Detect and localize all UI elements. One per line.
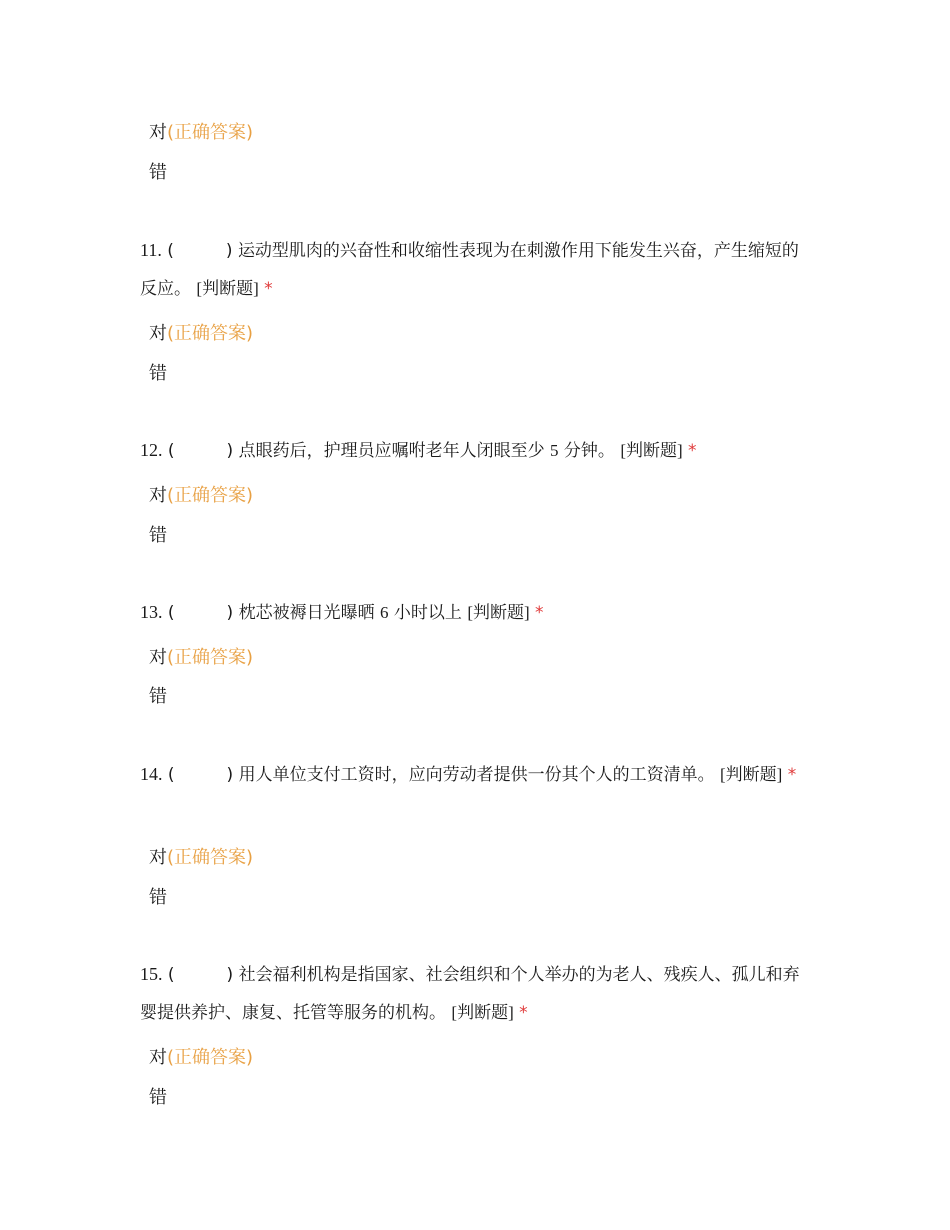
paren-open: ( [167, 241, 174, 261]
paren-open: ( [167, 603, 175, 623]
correct-answer-tag: (正确答案) [167, 647, 254, 668]
question-15 [140, 955, 812, 1032]
paren-close: ) [225, 241, 233, 261]
question-type: [判断题] [467, 603, 530, 622]
paren-close: ) [226, 965, 234, 985]
question-number: 14. [140, 764, 163, 784]
question-number: 11. [140, 240, 162, 260]
option-label: 错 [149, 525, 167, 546]
option-true-q14[interactable] [149, 846, 253, 870]
question-type: [判断题] [196, 279, 259, 298]
option-true-q15[interactable] [149, 1046, 253, 1070]
correct-answer-tag: (正确答案) [167, 1047, 254, 1068]
correct-answer-tag: (正确答案) [167, 122, 254, 143]
question-text: 枕芯被褥日光曝晒 [238, 603, 375, 623]
required-mark: * [688, 441, 697, 461]
question-type: [判断题] [720, 765, 783, 784]
question-13 [140, 593, 812, 632]
required-mark: * [787, 765, 797, 785]
option-false-q11[interactable] [149, 362, 167, 386]
paren-open: ( [167, 965, 175, 985]
option-label: 对 [149, 847, 167, 868]
option-label: 错 [149, 1087, 167, 1108]
option-label: 对 [149, 485, 167, 506]
question-12 [140, 431, 812, 470]
question-type: [判断题] [451, 1003, 514, 1022]
option-label: 错 [149, 887, 167, 908]
option-label: 对 [149, 1047, 167, 1068]
option-label: 错 [149, 363, 167, 384]
question-text: 用人单位支付工资时，应向劳动者提供一份其个人的工资清单。 [238, 765, 715, 785]
option-true-q13[interactable] [149, 646, 253, 670]
question-text: 社会福利机构是指国家、社会组织和个人举办的为老人、残疾人、孤儿和弃婴提供养护、康复、托管等服务的机构。 [140, 965, 800, 1023]
option-false-q14[interactable] [149, 886, 167, 910]
question-text: 运动型肌肉的兴奋性和收缩性表现为在刺激作用下能发生兴奋，产生缩短的反应。 [140, 241, 799, 299]
question-number: 13. [140, 602, 163, 622]
question-14 [140, 755, 812, 794]
option-false-q12[interactable] [149, 524, 167, 548]
paren-open: ( [167, 765, 175, 785]
required-mark: * [264, 279, 273, 299]
option-true-q12[interactable] [149, 484, 253, 508]
question-text-number: 6 [380, 603, 389, 622]
question-11 [140, 231, 812, 308]
question-text: 点眼药后，护理员应嘱咐老年人闭眼至少 [238, 441, 545, 461]
paren-close: ) [226, 765, 234, 785]
correct-answer-tag: (正确答案) [167, 485, 254, 506]
paren-open: ( [167, 441, 175, 461]
paren-close: ) [226, 603, 234, 623]
option-false-q10[interactable] [149, 161, 167, 185]
question-type: [判断题] [620, 441, 683, 460]
correct-answer-tag: (正确答案) [167, 847, 254, 868]
option-label: 错 [149, 162, 167, 183]
question-text-number: 5 [550, 441, 559, 460]
correct-answer-tag: (正确答案) [167, 323, 254, 344]
question-number: 15. [140, 964, 163, 984]
required-mark: * [519, 1003, 528, 1023]
question-number: 12. [140, 440, 163, 460]
option-false-q15[interactable] [149, 1086, 167, 1110]
option-label: 错 [149, 686, 167, 707]
required-mark: * [535, 603, 544, 623]
question-text-after: 小时以上 [393, 603, 462, 623]
option-label: 对 [149, 122, 167, 143]
option-true-q11[interactable] [149, 322, 253, 346]
option-label: 对 [149, 323, 167, 344]
question-text-after: 分钟。 [563, 441, 615, 461]
option-true-q10[interactable] [149, 121, 253, 145]
option-false-q13[interactable] [149, 685, 167, 709]
option-label: 对 [149, 647, 167, 668]
paren-close: ) [226, 441, 234, 461]
